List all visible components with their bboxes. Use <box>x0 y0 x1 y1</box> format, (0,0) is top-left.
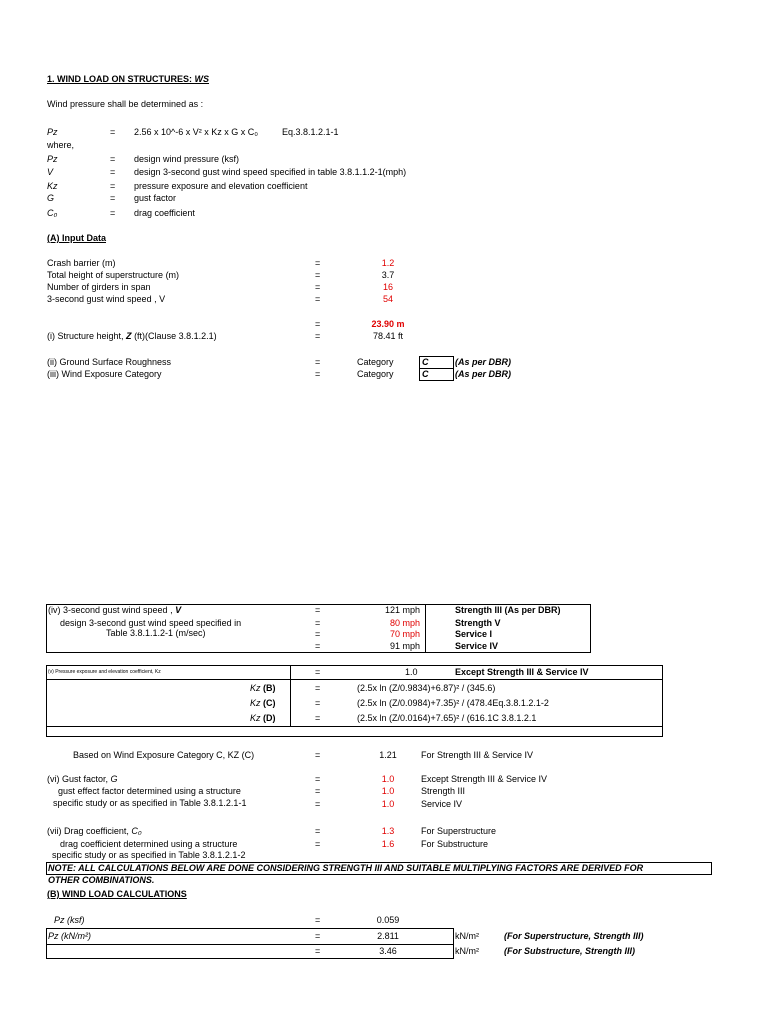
pz-kn-unit: kN/m² <box>455 931 479 941</box>
roughness-eq: = <box>315 357 321 367</box>
kz-row-eq: = <box>315 713 321 723</box>
structure-height-label: (i) Structure height, Z (ft)(Clause 3.8.1.2.1) <box>47 331 217 341</box>
height-ft-value: 78.41 ft <box>372 331 404 341</box>
drag-note: For Substructure <box>421 839 489 849</box>
wind-speed-sub2: Table 3.8.1.1.2-1 (m/sec) <box>106 628 206 638</box>
drag-eq: = <box>315 839 321 849</box>
def-symbol: C₀ <box>47 208 58 218</box>
input-heading: (A) Input Data <box>47 233 106 243</box>
ws-eq: = <box>315 629 321 639</box>
gust-value: 1.0 <box>381 774 395 784</box>
input-label: Total height of superstructure (m) <box>47 270 180 280</box>
kz-row-label: Kz (D) <box>250 713 276 723</box>
table-divider <box>425 604 426 653</box>
gust-sub2: specific study or as specified in Table 3.8.1.2.1-1 <box>53 798 247 808</box>
def-desc: pressure exposure and elevation coefficient <box>134 181 308 191</box>
gust-eq: = <box>315 799 321 809</box>
gust-eq: = <box>315 774 321 784</box>
pz-kn2-value: 3.46 <box>379 946 397 956</box>
gust-value: 1.0 <box>381 799 395 809</box>
pz-kn-eq: = <box>315 931 321 941</box>
def-eq: = <box>110 181 116 191</box>
def-symbol: Pz <box>47 154 58 164</box>
def-desc: design 3-second gust wind speed specified in table 3.8.1.1.2-1(mph) <box>134 167 407 177</box>
formula-rhs: 2.56 x 10^-6 x V² x Kz x G x C₀ <box>134 127 258 137</box>
kz-note: Except Strength III & Service IV <box>455 667 589 677</box>
ws-note: Service I <box>455 629 493 639</box>
height-ft-eq: = <box>315 331 321 341</box>
wind-speed-sub1: design 3-second gust wind speed specified in <box>60 618 242 628</box>
ws-value: 91 mph <box>389 641 420 651</box>
page-title: 1. WIND LOAD ON STRUCTURES: WS <box>47 74 210 84</box>
pz-kn-value: 2.811 <box>377 931 399 941</box>
roughness-category: Category <box>357 357 394 367</box>
exposure-note: (As per DBR) <box>455 369 512 379</box>
drag-value: 1.3 <box>381 826 395 836</box>
pz-kn-label: Pz (kN/m²) <box>48 931 91 941</box>
input-eq: = <box>315 270 321 280</box>
where-text: where, <box>47 140 75 150</box>
kz-c-label: Based on Wind Exposure Category C, KZ (C) <box>73 750 255 760</box>
table-divider <box>290 665 291 727</box>
ws-note: Strength V <box>455 618 501 628</box>
def-desc: design wind pressure (ksf) <box>134 154 240 164</box>
roughness-value-cell[interactable]: C <box>419 356 454 369</box>
def-eq: = <box>110 193 116 203</box>
def-symbol: V <box>47 167 54 177</box>
ws-eq: = <box>315 618 321 628</box>
drag-sub1: drag coefficient determined using a structure <box>60 839 238 849</box>
input-value: 54 <box>382 294 393 304</box>
table-divider <box>46 679 663 680</box>
input-label: Number of girders in span <box>47 282 151 292</box>
drag-value: 1.6 <box>381 839 395 849</box>
pz-ksf-eq: = <box>315 915 321 925</box>
kz-c-note: For Strength III & Service IV <box>421 750 534 760</box>
roughness-label: (ii) Ground Surface Roughness <box>47 357 172 367</box>
def-eq: = <box>110 208 116 218</box>
ws-eq: = <box>315 641 321 651</box>
kz-label: (v) Pressure exposure and elevation coefficient, Kz <box>48 669 161 675</box>
input-eq: = <box>315 258 321 268</box>
input-value: 3.7 <box>381 270 395 280</box>
pz-kn2-note: (For Substructure, Strength III) <box>504 946 636 956</box>
table-divider <box>46 726 663 727</box>
pz-kn2-eq: = <box>315 946 321 956</box>
drag-note: For Superstructure <box>421 826 497 836</box>
roughness-note: (As per DBR) <box>455 357 512 367</box>
kz-row-eq: = <box>315 683 321 693</box>
exposure-label: (iii) Wind Exposure Category <box>47 369 162 379</box>
kz-row-eq: = <box>315 698 321 708</box>
gust-value: 1.0 <box>381 786 395 796</box>
ws-note: Service IV <box>455 641 499 651</box>
def-desc: drag coefficient <box>134 208 195 218</box>
kz-row-formula: (2.5x ln (Z/0.0984)+7.35)² / (478.4Eq.3.8.1.2.1-2 <box>357 698 549 708</box>
def-eq: = <box>110 167 116 177</box>
def-symbol: G <box>47 193 55 203</box>
kz-c-eq: = <box>315 750 321 760</box>
intro-text: Wind pressure shall be determined as : <box>47 99 204 109</box>
formula-eq: = <box>110 127 116 137</box>
exposure-value-cell[interactable]: C <box>419 368 454 381</box>
formula-ref: Eq.3.8.1.2.1-1 <box>282 127 339 137</box>
pz-ksf-value: 0.059 <box>376 915 400 925</box>
gust-note: Strength III <box>421 786 466 796</box>
ws-eq: = <box>315 605 321 615</box>
input-eq: = <box>315 282 321 292</box>
def-symbol: Kz <box>47 181 58 191</box>
table-divider <box>46 944 454 945</box>
kz-value: 1.0 <box>405 667 418 677</box>
input-eq: = <box>315 294 321 304</box>
gust-eq: = <box>315 786 321 796</box>
formula-lhs: Pz <box>47 127 58 137</box>
def-desc: gust factor <box>134 193 177 203</box>
exposure-category: Category <box>357 369 394 379</box>
kz-c-value: 1.21 <box>379 750 397 760</box>
input-label: 3-second gust wind speed , V <box>47 294 166 304</box>
note-line-2: OTHER COMBINATIONS. <box>48 875 155 885</box>
ws-note: Strength III (As per DBR) <box>455 605 561 615</box>
kz-eq: = <box>315 667 321 677</box>
height-m-eq: = <box>315 319 321 329</box>
ws-value: 121 mph <box>384 605 420 615</box>
kz-row-label: Kz (B) <box>250 683 276 693</box>
note-line-1: NOTE: ALL CALCULATIONS BELOW ARE DONE CONSIDERING STRENGTH III AND SUITABLE MULTIPLYING FACTORS ARE DERIVED FOR <box>48 863 644 873</box>
gust-note: Service IV <box>421 799 463 809</box>
ws-value: 80 mph <box>389 618 420 628</box>
drag-label: (vii) Drag coefficient, C₀ <box>47 826 142 836</box>
pz-kn-note: (For Superstructure, Strength III) <box>504 931 644 941</box>
gust-note: Except Strength III & Service IV <box>421 774 548 784</box>
kz-row-formula: (2.5x ln (Z/0.0164)+7.65)² / (616.1C 3.8.1.2.1 <box>357 713 537 723</box>
exposure-eq: = <box>315 369 321 379</box>
kz-row-label: Kz (C) <box>250 698 276 708</box>
drag-eq: = <box>315 826 321 836</box>
wind-speed-label: (iv) 3-second gust wind speed , V <box>48 605 182 615</box>
drag-sub2: specific study or as specified in Table 3.8.1.2.1-2 <box>52 850 246 860</box>
pz-ksf-label: Pz (ksf) <box>54 915 85 925</box>
ws-value: 70 mph <box>389 629 420 639</box>
def-eq: = <box>110 154 116 164</box>
input-label: Crash barrier (m) <box>47 258 116 268</box>
pz-kn2-unit: kN/m² <box>455 946 479 956</box>
input-value: 1.2 <box>381 258 395 268</box>
height-m-value: 23.90 m <box>371 319 405 329</box>
input-value: 16 <box>382 282 393 292</box>
kz-row-formula: (2.5x ln (Z/0.9834)+6.87)² / (345.6) <box>357 683 496 693</box>
calc-heading: (B) WIND LOAD CALCULATIONS <box>47 889 187 899</box>
gust-sub1: gust effect factor determined using a structure <box>58 786 241 796</box>
gust-label: (vi) Gust factor, G <box>47 774 118 784</box>
